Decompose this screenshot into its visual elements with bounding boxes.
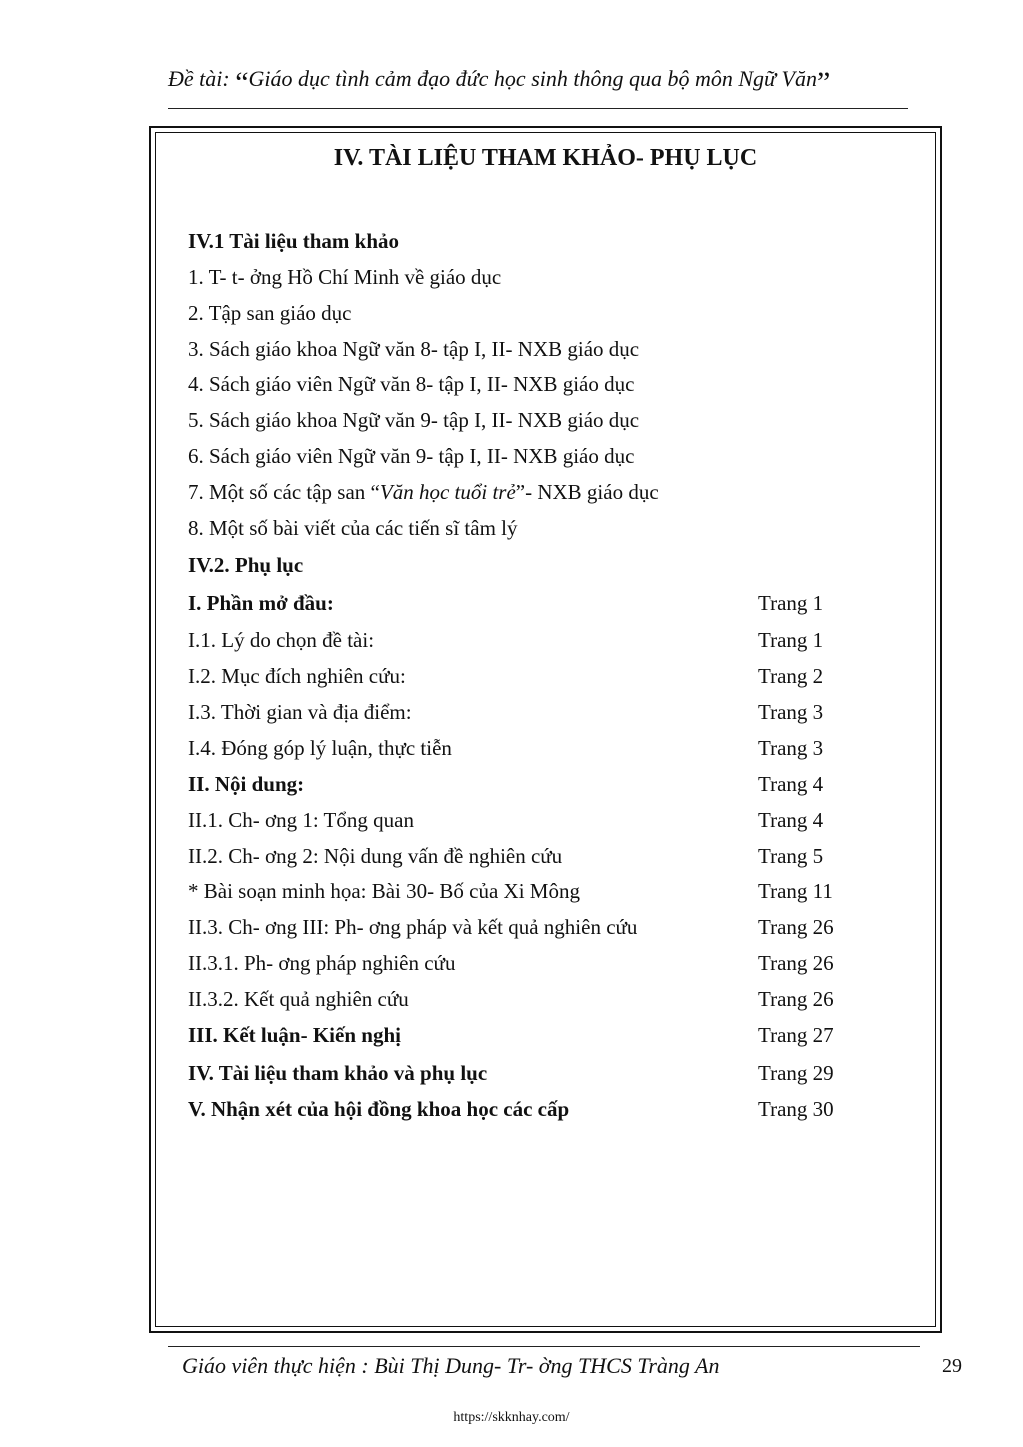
toc-entry-label: I. Phần mở đầu: [188, 591, 334, 615]
header-topic: Giáo dục tình cảm đạo đức học sinh thông qua bộ môn Ngữ Văn [248, 66, 817, 91]
reference-item: 4. Sách giáo viên Ngữ văn 8- tập I, II- NXB giáo dục [188, 372, 635, 396]
toc-entry-page: Trang 26 [758, 915, 834, 939]
toc-entry-label: I.2. Mục đích nghiên cứu: [188, 664, 406, 688]
toc-entry-label: II.3.2. Kết quả nghiên cứu [188, 987, 409, 1011]
reference-item-7-prefix: 7. Một số các tập san “ [188, 480, 380, 504]
source-url: https://skknhay.com/ [453, 1410, 570, 1425]
toc-entry-page: Trang 1 [758, 591, 824, 615]
toc-entry-label: II.3. Ch- ơng III: Ph- ơng pháp và kết quả nghiên cứu [188, 915, 638, 939]
toc-entry-page: Trang 3 [758, 700, 824, 724]
references-heading: IV.1 Tài liệu tham khảo [188, 229, 400, 253]
toc-entry-page: Trang 1 [758, 628, 824, 652]
reference-item: 5. Sách giáo khoa Ngữ văn 9- tập I, II- NXB giáo dục [188, 408, 640, 432]
toc-entry-label: I.1. Lý do chọn đề tài: [188, 628, 375, 652]
toc-entry-page: Trang 30 [758, 1097, 834, 1121]
toc-entry-label: II.2. Ch- ơng 2: Nội dung vấn đề nghiên cứu [188, 844, 563, 868]
toc-entry-label: * Bài soạn minh họa: Bài 30- Bố của Xi Mông [188, 879, 580, 903]
toc-entry-page: Trang 11 [758, 879, 833, 903]
toc-entry-page: Trang 4 [758, 772, 824, 796]
page-number: 29 [942, 1355, 962, 1377]
toc-entry-label: II. Nội dung: [188, 772, 305, 796]
toc-entry-page: Trang 4 [758, 808, 824, 832]
reference-item-7 [188, 480, 659, 504]
appendix-heading: IV.2. Phụ lục [188, 553, 304, 577]
toc-entry-page: Trang 5 [758, 844, 824, 868]
toc-entry-page: Trang 26 [758, 987, 834, 1011]
header-close-quote: ” [817, 66, 831, 99]
toc-entry-label: II.1. Ch- ơng 1: Tổng quan [188, 808, 414, 832]
reference-item: 2. Tập san giáo dục [188, 301, 352, 325]
footer-rule [168, 1346, 920, 1347]
toc-entry-label: I.3. Thời gian và địa điểm: [188, 700, 412, 724]
reference-item: 3. Sách giáo khoa Ngữ văn 8- tập I, II- NXB giáo dục [188, 337, 640, 361]
running-header [168, 66, 908, 106]
toc-entry-label: III. Kết luận- Kiến nghị [188, 1023, 401, 1047]
running-footer: Giáo viên thực hiện : Bùi Thị Dung- Tr- ờng THCS Tràng An [182, 1353, 720, 1378]
toc-entry-page: Trang 26 [758, 951, 834, 975]
toc-entry-label: II.3.1. Ph- ơng pháp nghiên cứu [188, 951, 456, 975]
header-rule [168, 108, 908, 109]
toc-entry-page: Trang 29 [758, 1061, 834, 1085]
reference-item: 8. Một số bài viết của các tiến sĩ tâm lý [188, 516, 518, 540]
toc-entry-label: V. Nhận xét của hội đồng khoa học các cấp [188, 1097, 570, 1121]
toc-entry-label: I.4. Đóng góp lý luận, thực tiễn [188, 736, 452, 760]
toc-entry-page: Trang 2 [758, 664, 824, 688]
reference-item: 1. T- t- ởng Hồ Chí Minh về giáo dục [188, 265, 502, 289]
reference-item-7-title: Văn học tuổi trẻ [379, 480, 516, 504]
toc-entry-page: Trang 27 [758, 1023, 834, 1047]
toc-entry-page: Trang 3 [758, 736, 824, 760]
reference-item-7-suffix: ”- NXB giáo dục [515, 480, 659, 504]
section-title: IV. TÀI LIỆU THAM KHẢO- PHỤ LỤC [333, 145, 758, 171]
header-open-quote: “ [235, 66, 249, 99]
header-prefix: Đề tài: [168, 66, 236, 91]
reference-item: 6. Sách giáo viên Ngữ văn 9- tập I, II- NXB giáo dục [188, 444, 635, 468]
toc-entry-label: IV. Tài liệu tham khảo và phụ lục [188, 1061, 488, 1085]
